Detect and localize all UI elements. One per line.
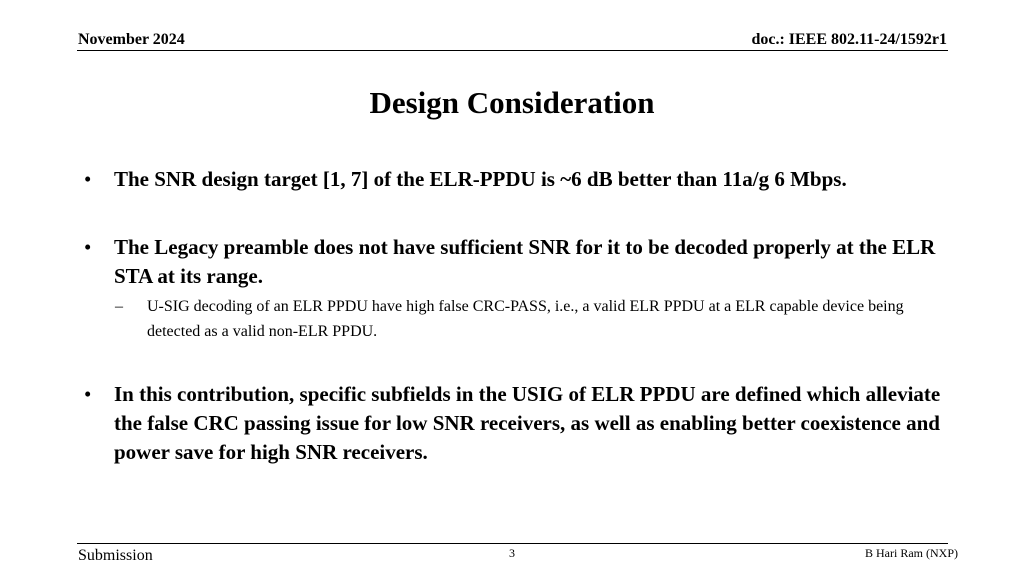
page-number: 3 — [509, 546, 515, 560]
footer-submission: Submission — [78, 547, 153, 564]
slide-title: Design Consideration — [369, 85, 655, 120]
header-doc-id: doc.: IEEE 802.11-24/1592r1 — [751, 31, 947, 48]
footer-divider — [77, 543, 948, 544]
bullet-list — [80, 165, 950, 467]
sub-bullet-text: U-SIG decoding of an ELR PPDU have high false CRC-PASS, i.e., a valid ELR PPDU at a ELR capable device being detected as a valid non-ELR PPDU. — [147, 298, 904, 340]
bullet-marker: • — [84, 235, 92, 259]
bullet-item — [80, 165, 950, 194]
bullet-marker: • — [84, 382, 92, 406]
footer-author: B Hari Ram (NXP) — [865, 546, 958, 560]
bullet-item — [80, 380, 950, 467]
sub-bullet-item — [80, 294, 950, 344]
header-divider — [77, 50, 948, 51]
bullet-text: The Legacy preamble does not have sufficient SNR for it to be decoded properly at the ELR STA at its range. — [114, 235, 936, 288]
bullet-item — [80, 233, 950, 291]
sub-bullet-marker: – — [115, 298, 123, 315]
bullet-text: The SNR design target [1, 7] of the ELR-PPDU is ~6 dB better than 11a/g 6 Mbps. — [114, 167, 847, 191]
header-date: November 2024 — [78, 31, 185, 48]
bullet-marker: • — [84, 167, 92, 191]
bullet-text: In this contribution, specific subfields in the USIG of ELR PPDU are defined which alleviate the false CRC passing issue for low SNR receivers, as well as enabling better coexistence and power save for high SNR receivers. — [114, 382, 941, 464]
